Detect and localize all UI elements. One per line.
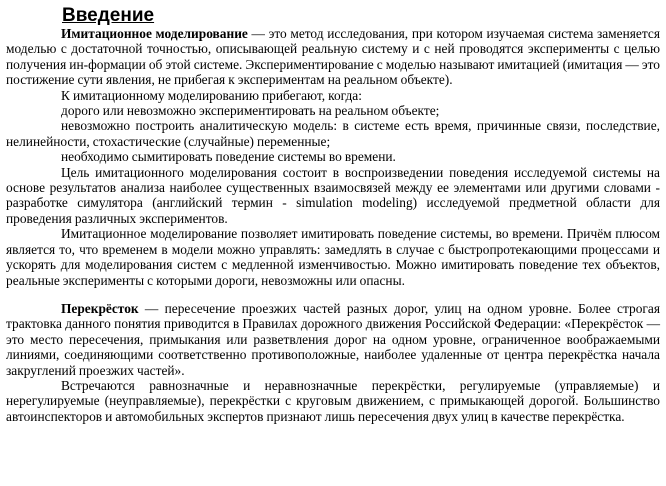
paragraph-intersection-types: Встречаются равнозначные и неравнозначные перекрёстки, регулируемые (управляемые) и нерегулируемые (неуправляемые), перекрёстки с круговым движением, с примыкающей дорогой. Большинство автоинспекторов и автомобильных экспертов признают лишь пересечения двух улиц в качестве перекрёстка.	[6, 377, 660, 424]
list-item: дорого или невозможно экспериментировать на реальном объекте;	[61, 103, 440, 119]
list-item: необходимо сымитировать поведение системы во времени.	[61, 149, 396, 165]
list-item: невозможно построить аналитическую модель: в системе есть время, причинные связи, последствие, нелинейности, стохастические (случайные) переменные;	[6, 118, 660, 149]
paragraph-goal: Цель имитационного моделирования состоит в воспроизведении поведения исследуемой системы на основе результатов анализа наиболее существенных взаимосвязей между ее элементами или другими словами - разработке симулятора (английский термин - simulation modeling) исследуемой предметной области для проведения различных экспериментов.	[6, 164, 660, 226]
term-simulation-modeling: Имитационное моделирование	[61, 26, 248, 41]
paragraph-gap	[6, 288, 660, 301]
paragraph-when-used: К имитационному моделированию прибегают, когда:	[61, 87, 362, 103]
term-intersection: Перекрёсток	[61, 300, 139, 316]
paragraph-definition-simulation	[6, 26, 660, 88]
paragraph-definition-intersection	[6, 301, 660, 378]
section-heading: Введение	[62, 5, 155, 26]
definition-text: — пересечение проезжих частей разных дорог, улиц на одном уровне. Более строгая трактовка данного понятия приводится в Правилах дорожного движения Российской Федерации: «Перекрёсток — это место пересечения, примыкания или разветвления дорог на одном уровне, ограниченное воображаемыми линиями, соединяющими соответственно противоположные, наиболее удаленные от центра перекрёстка начала закруглений проезжих частей».	[6, 300, 660, 378]
definition-text: — это метод исследования, при котором изучаемая система заменяется моделью с достаточной точностью, описывающей реальную систему и с ней проводятся эксперименты с целью получения ин-формации об этой системе. Экспериментирование с моделью называют имитацией (имитация — это постижение сути явления, не прибегая к экспериментам на реальном объекте).	[6, 26, 660, 88]
paragraph-time-control: Имитационное моделирование позволяет имитировать поведение системы, во времени. Причём плюсом является то, что временем в модели можно управлять: замедлять в случае с быстропротекающими процессами и ускорять для моделирования систем с медленной изменчивостью. Можно имитировать поведение тех объектов, реальные эксперименты с которыми дороги, невозможны или опасны.	[6, 226, 660, 288]
